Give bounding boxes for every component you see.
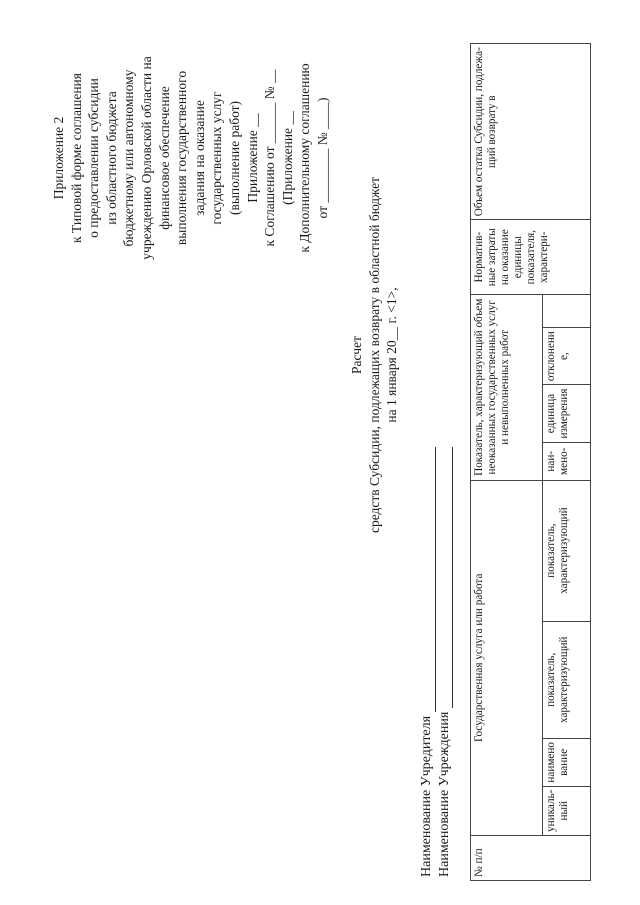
- name-fields: [418, 447, 453, 877]
- appendix-line: учреждению Орловской области на: [138, 56, 154, 260]
- col-volume-header: Объем остатка Субсидии, подлежа-щий возврату в: [471, 44, 591, 220]
- appendix-line: выполнения государственного: [174, 70, 190, 246]
- appendix-line: к Типовой форме соглашения: [68, 73, 84, 243]
- col-norm-header: Норматив-ные затраты на оказание единицы показателя, характери-: [471, 220, 591, 295]
- sub-char1-header: показатель, характеризующий: [543, 621, 591, 738]
- col-service-header: Государственная услуга или работа: [471, 480, 543, 835]
- founder-fill-line: [422, 447, 436, 712]
- col-num-header: № п/п: [471, 835, 591, 880]
- sub-empty-cell: [543, 294, 591, 327]
- col-indicator-header: Показатель, характеризующий объем неоказанных государственных услуг и невыполненных работ: [471, 294, 543, 480]
- appendix-line: Приложение 2: [51, 116, 66, 200]
- appendix-line: задания на оказание: [191, 100, 207, 216]
- appendix-line: финансовое обеспечение: [156, 86, 172, 230]
- calculation-table: [470, 43, 591, 881]
- sub-unit-header: единица измерения: [543, 385, 591, 443]
- appendix-line: Приложение __: [244, 113, 260, 203]
- appendix-line: от ________ № ____): [314, 97, 330, 219]
- sub-unique-header: уникаль-ный: [543, 786, 591, 835]
- appendix-line: бюджетному или автономному: [121, 69, 137, 247]
- sub-dev-header: отклонени е,: [543, 328, 591, 385]
- appendix-line: (Приложение __: [279, 111, 295, 205]
- title-line: на 1 января 20__ г. <1>,: [384, 287, 400, 423]
- document-title: [348, 105, 401, 605]
- appendix-line: к Дополнительному соглашению: [297, 63, 313, 253]
- appendix-line: о предоставлении субсидии: [86, 78, 102, 238]
- appendix-line: государственных услуг: [209, 91, 225, 225]
- appendix-line: из областного бюджета: [103, 91, 119, 225]
- sub-nai-header: наи-мено-: [543, 442, 591, 480]
- table-header-row: [471, 44, 543, 881]
- appendix-line: (выполнение работ): [226, 100, 242, 216]
- appendix-line: к Соглашению от ______ № __: [262, 69, 278, 247]
- institution-label: Наименование Учреждения: [436, 711, 452, 877]
- institution-fill-line: [439, 447, 453, 708]
- title-line: Расчет: [349, 336, 364, 374]
- founder-row: [418, 447, 436, 877]
- founder-label: Наименование Учредителя: [419, 715, 434, 877]
- title-line: средств Субсидии, подлежащих возврату в областной бюджет: [366, 176, 382, 534]
- sub-char2-header: показатель, характеризующий: [543, 480, 591, 621]
- sub-name-header: наимено вание: [543, 739, 591, 787]
- institution-row: [436, 447, 454, 877]
- appendix-header: [50, 0, 332, 323]
